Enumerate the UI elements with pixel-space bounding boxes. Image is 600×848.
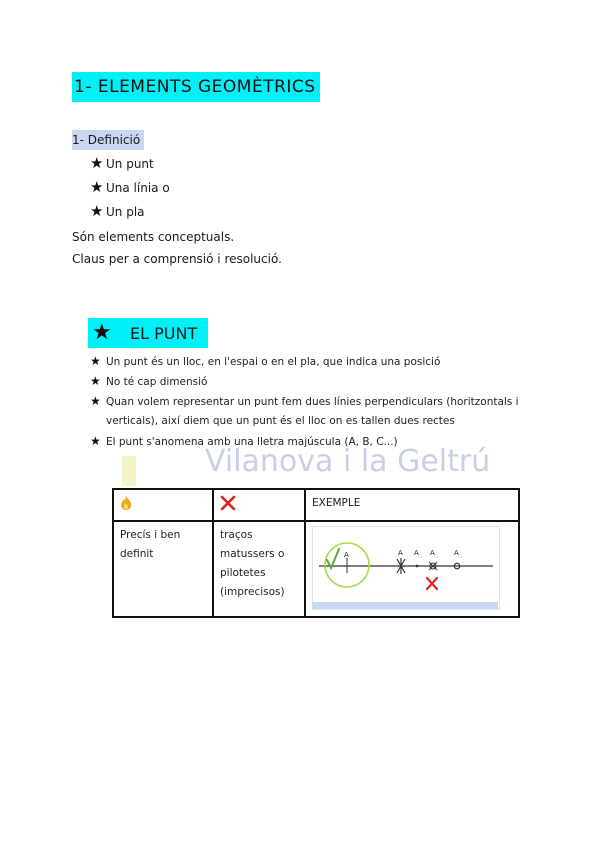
point-label: A <box>414 549 419 557</box>
list-item: ★ Quan volem representar un punt fem dues línies perpendiculars (horitzontals i <box>90 394 519 408</box>
section-title-elements: 1- ELEMENTS GEOMÈTRICS <box>72 72 320 102</box>
header-bad <box>213 489 305 521</box>
list-item: ★ No té cap dimensió <box>90 374 208 388</box>
star-icon: ★ <box>92 320 112 345</box>
text-line: Claus per a comprensió i resolució. <box>72 252 282 266</box>
star-icon: ★ <box>90 154 104 172</box>
watermark-text: Vilanova i la Geltrú <box>205 444 491 479</box>
list-item-continuation: verticals), així diem que un punt és el lloc on es tallen dues rectes <box>106 415 455 427</box>
star-icon: ★ <box>90 354 101 368</box>
header-example: EXEMPLE <box>305 489 519 521</box>
watermark-accent <box>122 456 136 486</box>
fire-icon <box>120 495 134 511</box>
star-icon: ★ <box>90 374 101 388</box>
star-icon: ★ <box>90 394 101 408</box>
section-title-punt: ★ EL PUNT <box>88 318 208 348</box>
star-icon: ★ <box>90 178 104 196</box>
good-cell: Precís i ben definit <box>113 521 213 617</box>
bad-cell: traços matussers o pilotetes (imprecisos) <box>213 521 305 617</box>
star-icon: ★ <box>90 434 101 448</box>
scribble-point <box>429 562 437 570</box>
list-item: ★ Una línia o <box>90 178 170 196</box>
header-good <box>113 489 213 521</box>
example-bottom-bar <box>312 602 498 609</box>
list-item: ★ El punt s'anomena amb una lletra majúscula (A, B, C...) <box>90 434 398 448</box>
point-label: A <box>454 549 459 557</box>
table-header-row <box>113 489 519 521</box>
example-illustration <box>312 526 500 610</box>
subsection-definicio: 1- Definició <box>72 130 144 150</box>
point-label: A <box>430 549 435 557</box>
point-label: A <box>344 551 349 559</box>
cross-icon <box>427 578 437 589</box>
list-item: ★ Un pla <box>90 202 145 220</box>
cross-icon <box>220 495 236 511</box>
dot-point <box>416 565 419 568</box>
text-line: Són elements conceptuals. <box>72 230 235 244</box>
list-item: ★ Un punt és un lloc, en l'espai o en el pla, que indica una posició <box>90 354 441 368</box>
point-label: A <box>398 549 403 557</box>
star-icon: ★ <box>90 202 104 220</box>
list-item: ★ Un punt <box>90 154 154 172</box>
